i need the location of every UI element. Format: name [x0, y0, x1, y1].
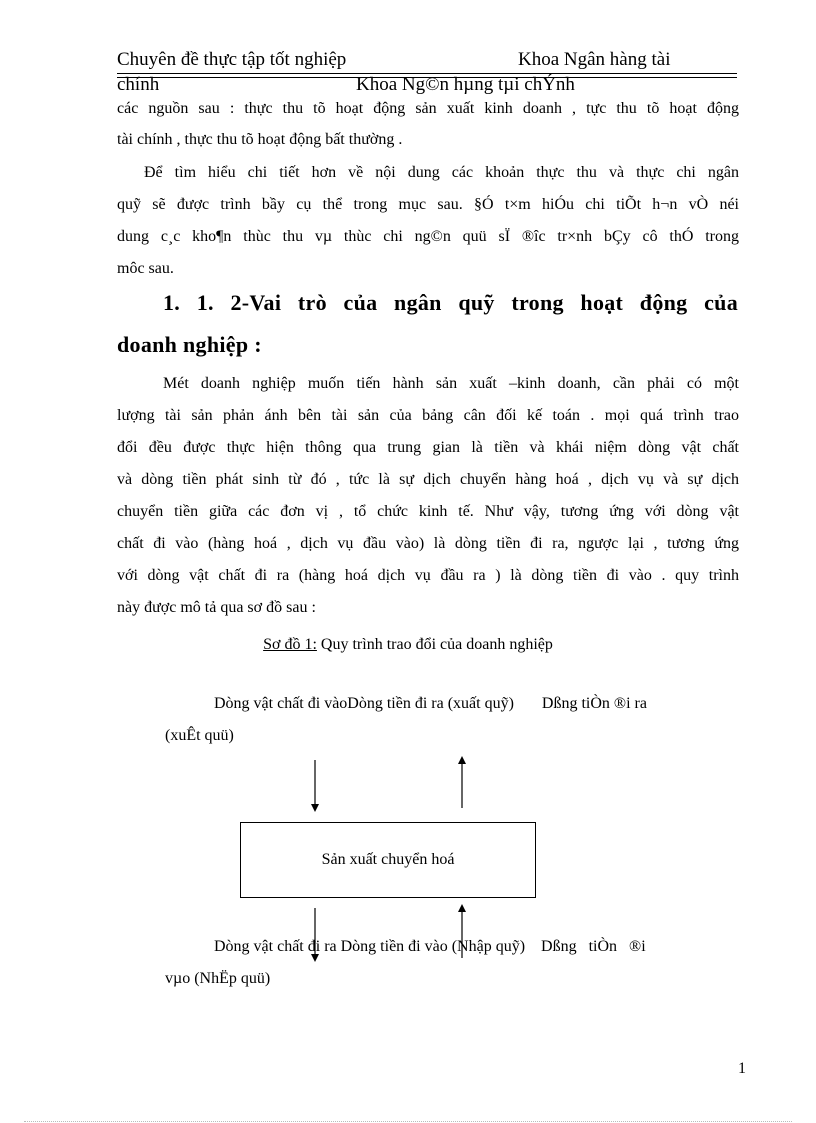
- diagram-top-label-line-2: (xuÊt quü): [165, 727, 234, 744]
- paragraph-line: lượng tài sản phản ánh bên tài sản của bảng cân đối kế toán . mọi quá trình trao: [117, 407, 739, 424]
- paragraph-line: đổi đều được thực hiện thông qua trung gian là tiền và khái niệm dòng vật chất: [117, 439, 739, 456]
- diagram-bottom-label-line-2: vµo (NhËp quü): [165, 970, 271, 987]
- diagram-caption-label: Sơ đồ 1:: [263, 636, 317, 653]
- paragraph-line: với dòng vật chất đi ra (hàng hoá dịch vụ đầu ra ) là dòng tiền đi vào . quy trình: [117, 567, 739, 584]
- diagram-bottom-label-line-1: Dòng vật chất đi ra Dòng tiền đi vào (Nhập quỹ) Dßng tiÒn ®i: [214, 938, 646, 955]
- diagram-caption-text: Quy trình trao đổi của doanh nghiệp: [316, 636, 553, 653]
- section-heading-line-1: 1. 1. 2-Vai trò của ngân quỹ trong hoạt động của: [163, 290, 738, 315]
- paragraph-line: tài chính , thực thu tõ hoạt động bất thường .: [117, 131, 403, 148]
- paragraph-line: dung c¸c kho¶n thùc thu vµ thùc chi ng©n quü sÏ ®îc tr×nh bÇy cô thÓ trong: [117, 228, 739, 245]
- paragraph-line: này được mô tả qua sơ đồ sau :: [117, 599, 316, 616]
- header-second-center: Khoa Ng©n hµng tµi chÝnh: [356, 74, 575, 95]
- page-number: 1: [738, 1060, 746, 1077]
- header-right: Khoa Ngân hàng tài: [518, 49, 671, 70]
- header-left: Chuyên đề thực tập tốt nghiệp: [117, 49, 347, 70]
- paragraph-line: Mét doanh nghiệp muốn tiến hành sản xuất –kinh doanh, cần phải có một: [163, 375, 739, 392]
- paragraph-line: chuyển tiền giữa các đơn vị , tổ chức kinh tế. Như vậy, tương ứng với dòng vật: [117, 503, 739, 520]
- production-box: [240, 822, 536, 898]
- paragraph-line: quỹ sẽ được trình bầy cụ thể trong mục sau. §Ó t×m hiÓu chi tiÕt h¬n vÒ néi: [117, 196, 739, 213]
- paragraph-line: chất đi vào (hàng hoá , dịch vụ đầu vào) là dòng tiền đi ra, ngược lại , tương ứng: [117, 535, 739, 552]
- paragraph-line: môc sau.: [117, 260, 174, 277]
- section-heading-line-2: doanh nghiệp :: [117, 332, 262, 357]
- production-box-label: Sản xuất chuyển hoá: [321, 851, 455, 868]
- paragraph-line: các nguồn sau : thực thu tõ hoạt động sản xuất kinh doanh , tực thu tõ hoạt động: [117, 100, 739, 117]
- diagram-top-label-line-1: Dòng vật chất đi vàoDòng tiền đi ra (xuất quỹ) Dßng tiÒn ®i ra: [214, 695, 647, 712]
- page-bottom-divider: [24, 1121, 792, 1122]
- paragraph-line: và dòng tiền phát sinh từ đó , tức là sự dịch chuyển hàng hoá , dịch vụ và sự dịch: [117, 471, 739, 488]
- header-second-left: chính: [117, 74, 160, 95]
- paragraph-line: Để tìm hiểu chi tiết hơn về nội dung các khoản thực thu và thực chi ngân: [144, 164, 739, 181]
